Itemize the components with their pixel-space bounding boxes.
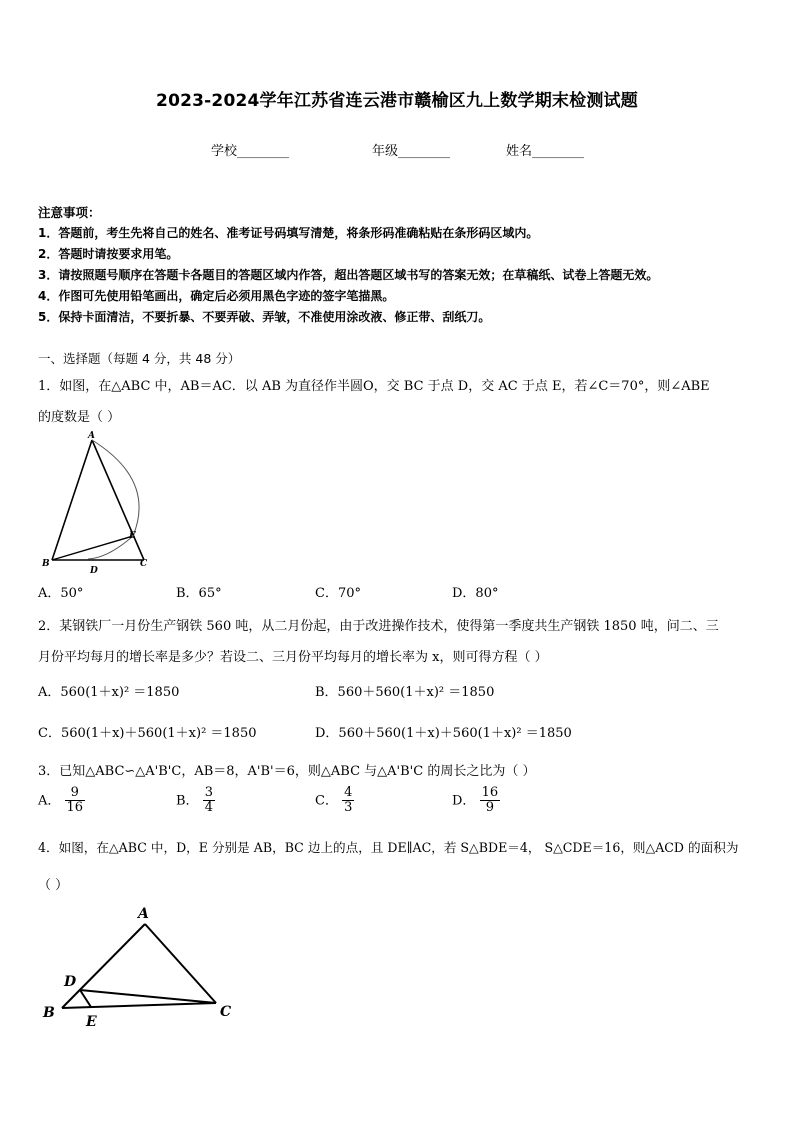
fraction bbox=[65, 786, 86, 816]
segment-bc bbox=[62, 1003, 216, 1008]
name-field[interactable]: 姓名________ bbox=[506, 144, 585, 159]
fraction bbox=[203, 786, 215, 816]
label-e: E bbox=[86, 1014, 97, 1030]
q3-option-c[interactable] bbox=[315, 786, 354, 816]
numerator: 9 bbox=[65, 786, 86, 801]
option-letter: C． bbox=[315, 793, 338, 809]
segment-be bbox=[52, 536, 133, 560]
question-1-text: 1．如图，在△ABC 中，AB＝AC．以 AB 为直径作半圆O，交 BC 于点 D，交 AC 于点 E，若∠C＝70°，则∠ABE bbox=[38, 379, 710, 394]
segment-dc bbox=[80, 990, 216, 1003]
label-c: C bbox=[140, 559, 148, 569]
q3-option-b[interactable] bbox=[176, 786, 215, 816]
section-heading: 一、选择题（每题 4 分，共 48 分） bbox=[38, 351, 241, 366]
segment-ac bbox=[145, 924, 216, 1003]
q1-option-a[interactable]: A．50° bbox=[38, 586, 84, 601]
segment-ab bbox=[52, 440, 92, 560]
denominator: 4 bbox=[204, 800, 213, 816]
question-1-figure bbox=[38, 428, 153, 578]
label-e: E bbox=[129, 531, 136, 541]
label-a: A bbox=[138, 906, 149, 922]
grade-field[interactable]: 年级________ bbox=[372, 144, 451, 159]
segment-ac bbox=[92, 440, 144, 560]
label-b: B bbox=[43, 1005, 55, 1021]
question-4-text: 4．如图，在△ABC 中，D，E 分别是 AB，BC 边上的点，且 DE∥AC，若 S△BDE＝4， S△CDE＝16，则△ACD 的面积为 bbox=[38, 840, 739, 855]
label-d: D bbox=[90, 566, 98, 576]
q1-option-c[interactable]: C．70° bbox=[315, 586, 361, 601]
q2-option-c[interactable]: C．560(1＋x)＋560(1＋x)² ＝1850 bbox=[38, 726, 257, 741]
denominator: 9 bbox=[485, 800, 494, 816]
q3-option-a[interactable] bbox=[38, 786, 85, 816]
numerator: 3 bbox=[204, 785, 213, 800]
fraction bbox=[342, 786, 354, 816]
q2-option-a[interactable]: A．560(1＋x)² ＝1850 bbox=[38, 685, 180, 700]
notice-item: 5．保持卡面清洁，不要折暴、不要弄破、弄皱，不准使用涂改液、修正带、刮纸刀。 bbox=[38, 310, 491, 324]
q3-option-d[interactable] bbox=[452, 786, 500, 816]
notice-item: 2．答题时请按要求用笔。 bbox=[38, 247, 179, 261]
label-d: D bbox=[64, 974, 77, 990]
q2-option-b[interactable]: B．560＋560(1＋x)² ＝1850 bbox=[315, 685, 495, 700]
q1-option-d[interactable]: D．80° bbox=[452, 586, 499, 601]
notice-heading: 注意事项： bbox=[38, 205, 101, 220]
numerator: 16 bbox=[481, 785, 499, 800]
notice-item: 4．作图可先使用铅笔画出，确定后必须用黑色字迹的签字笔描黑。 bbox=[38, 289, 395, 303]
segment-de bbox=[80, 990, 91, 1007]
denominator: 16 bbox=[66, 800, 84, 816]
label-a: A bbox=[88, 431, 95, 441]
label-b: B bbox=[42, 559, 50, 569]
page-title: 2023-2024学年江苏省连云港市赣榆区九上数学期末检测试题 bbox=[156, 91, 638, 111]
denominator: 3 bbox=[344, 800, 353, 816]
question-2-text-cont: 月份平均每月的增长率是多少？若设二、三月份平均每月的增长率为 x，则可得方程（ ） bbox=[38, 650, 548, 665]
option-letter: B． bbox=[176, 793, 199, 809]
question-1-text-cont: 的度数是（ ） bbox=[38, 410, 121, 425]
question-3-text: 3．已知△ABC∽△A'B'C，AB＝8，A'B'＝6，则△ABC 与△A'B'C 的周长之比为（ ） bbox=[38, 764, 536, 779]
question-4-text-cont: （ ） bbox=[38, 878, 69, 893]
q2-option-d[interactable]: D．560＋560(1＋x)＋560(1＋x)² ＝1850 bbox=[315, 726, 572, 741]
numerator: 4 bbox=[344, 785, 353, 800]
school-field[interactable]: 学校________ bbox=[211, 144, 290, 159]
notice-item: 3．请按照题号顺序在答题卡各题目的答题区域内作答，超出答题区域书写的答案无效；在草稿纸、试卷上答题无效。 bbox=[38, 268, 659, 282]
option-letter: D． bbox=[452, 793, 476, 809]
notice-item: 1．答题前，考生先将自己的姓名、准考证号码填写清楚，将条形码准确粘贴在条形码区域内。 bbox=[38, 226, 539, 240]
option-letter: A． bbox=[38, 793, 61, 809]
label-c: C bbox=[220, 1004, 232, 1020]
q1-option-b[interactable]: B．65° bbox=[176, 586, 222, 601]
question-2-text: 2．某钢铁厂一月份生产钢铁 560 吨，从二月份起，由于改进操作技术，使得第一季度共生产钢铁 1850 吨，问二、三 bbox=[38, 619, 719, 634]
fraction bbox=[480, 786, 501, 816]
question-4-figure bbox=[38, 900, 248, 1030]
